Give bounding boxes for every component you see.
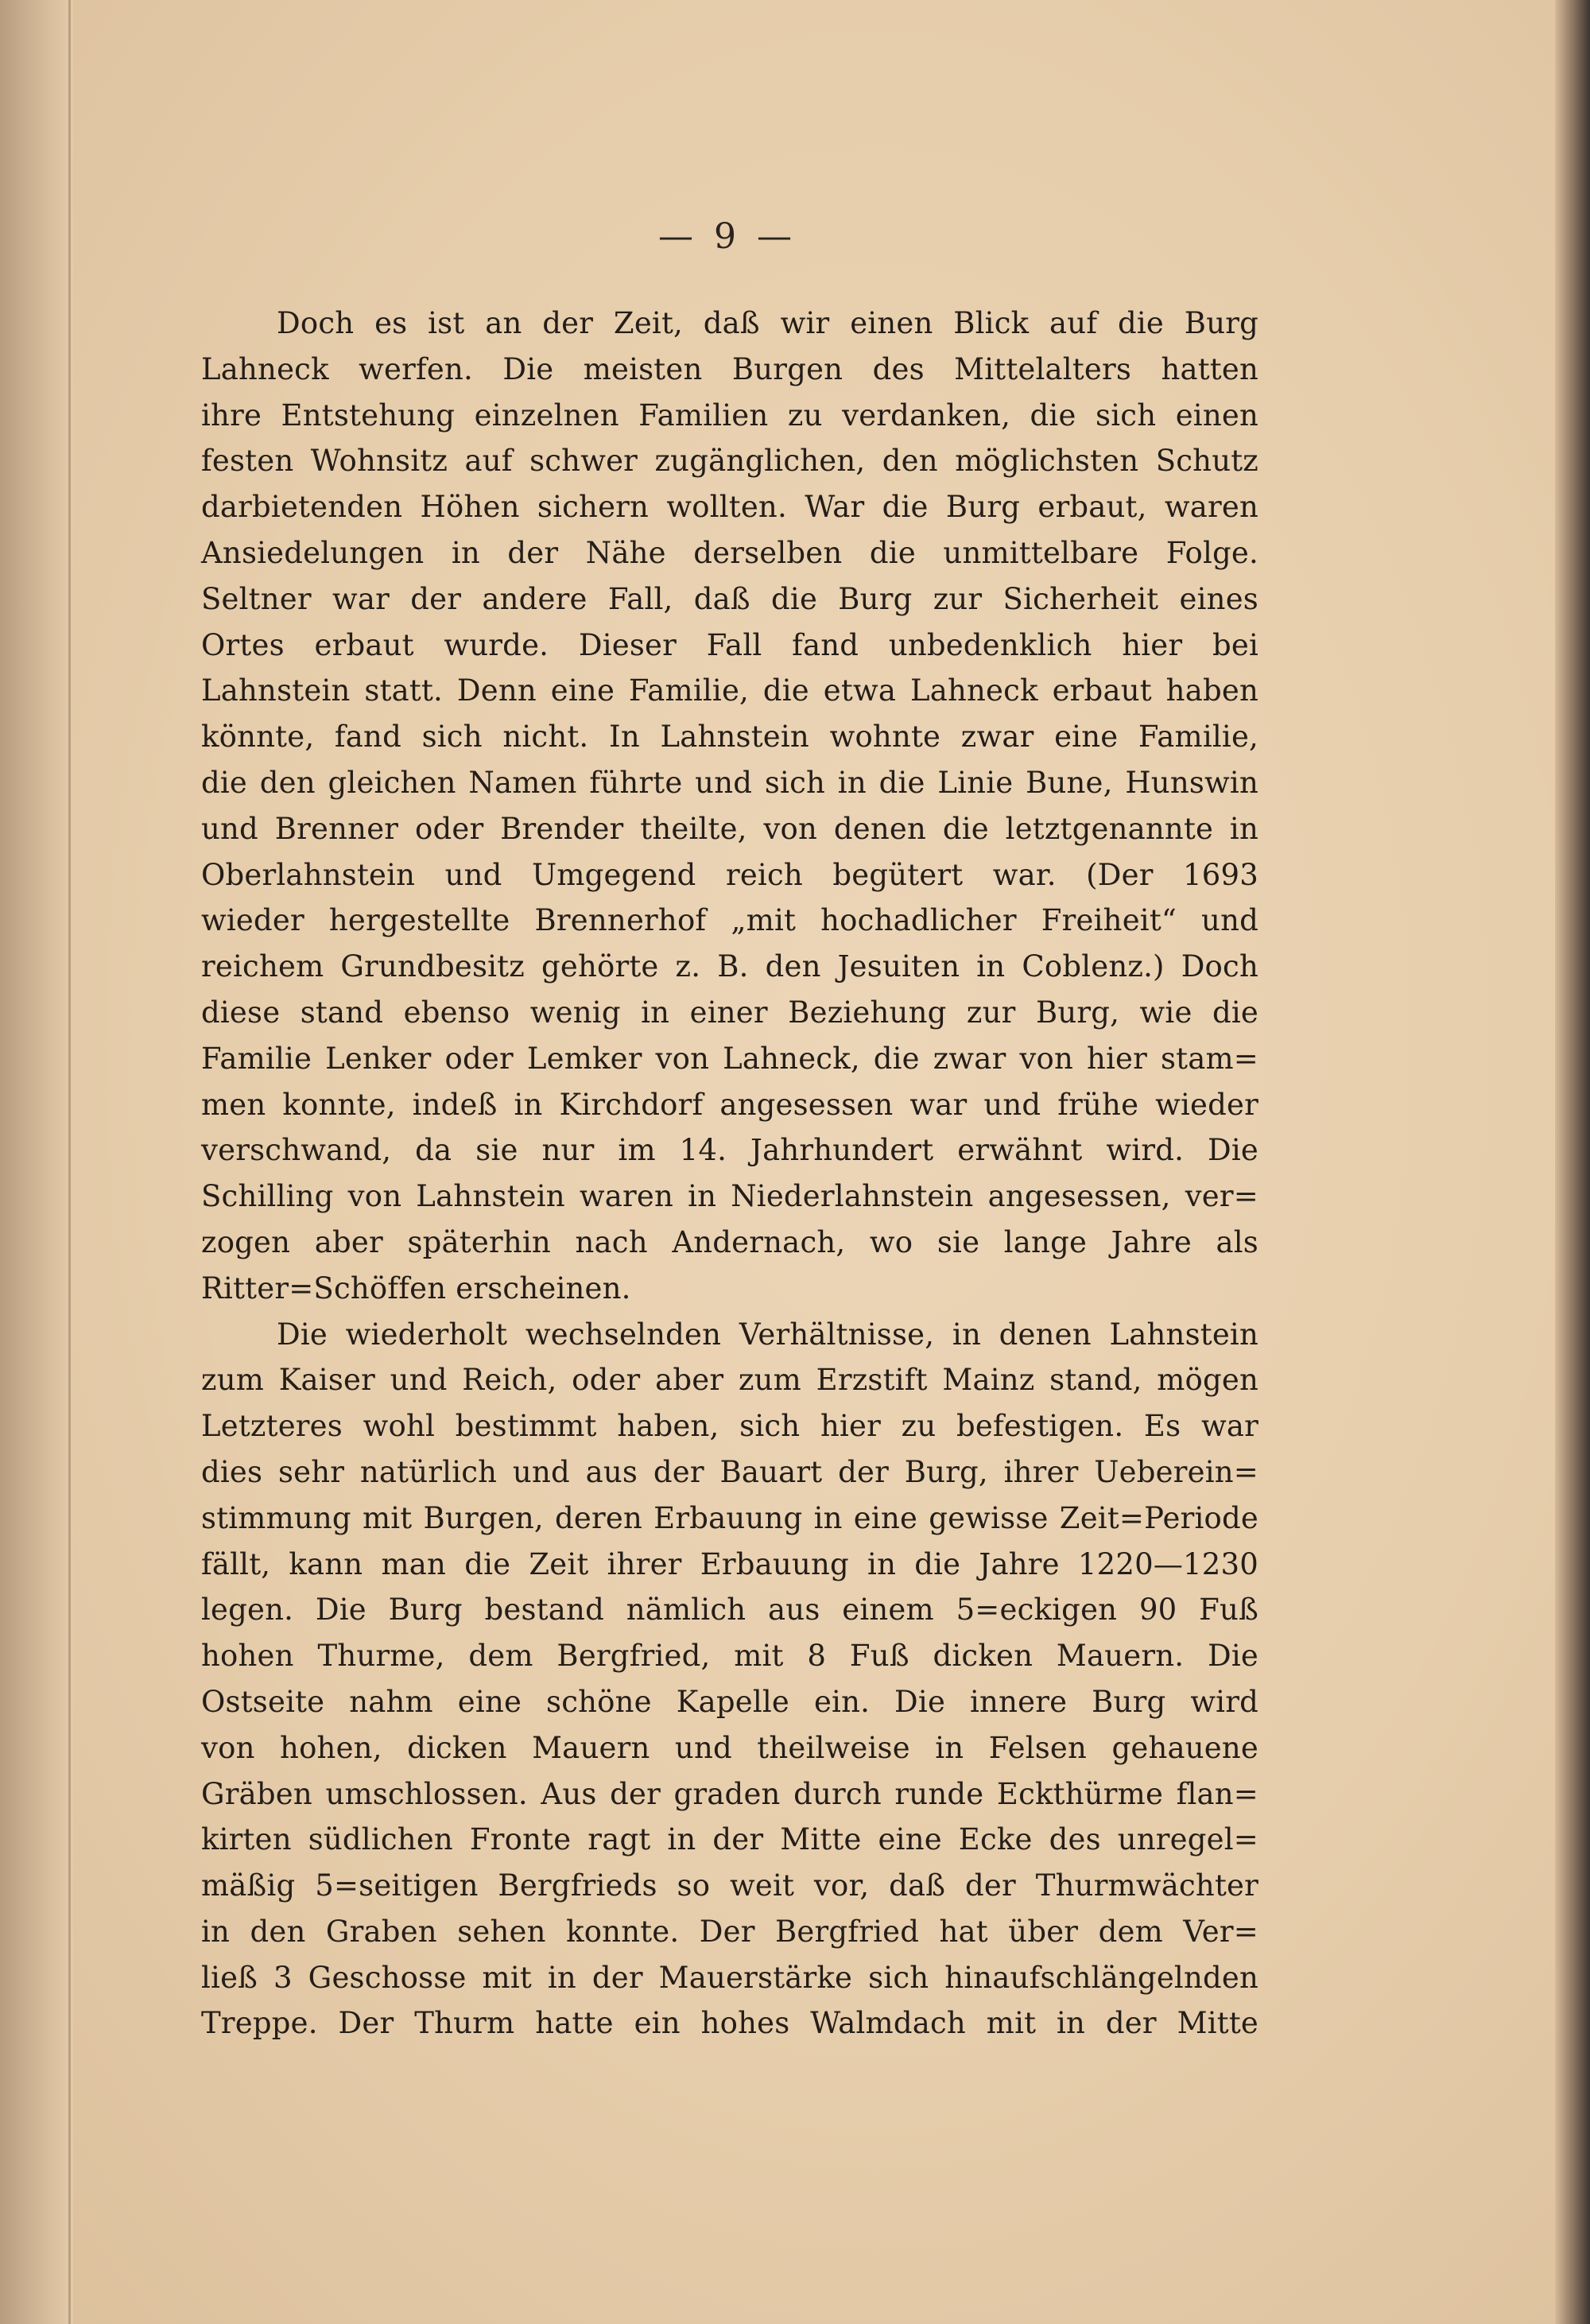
page-binding-edge — [0, 0, 73, 2324]
text-line: könnte, fand sich nicht. In Lahnstein wohnte zwar eine Familie, — [201, 720, 1258, 755]
text-line: stimmung mit Burgen, deren Erbauung in eine gewisse Zeit=Periode — [201, 1500, 1258, 1535]
text-line: men konnte, indeß in Kirchdorf angesessen war und frühe wieder — [201, 1087, 1258, 1122]
text-line: kirten südlichen Fronte ragt in der Mitte eine Ecke des unregel= — [201, 1822, 1258, 1857]
text-line: fällt, kann man die Zeit ihrer Erbauung in die Jahre 1220—1230 — [201, 1546, 1258, 1581]
text-line: Lahneck werfen. Die meisten Burgen des Mittelalters hatten — [201, 351, 1258, 386]
text-line: Ostseite nahm eine schöne Kapelle ein. Die innere Burg wird — [201, 1684, 1258, 1719]
text-line: von hohen, dicken Mauern und theilweise in Felsen gehauene — [201, 1730, 1258, 1765]
text-line: in den Graben sehen konnte. Der Bergfried hat über dem Ver= — [201, 1914, 1258, 1949]
text-line: Familie Lenker oder Lemker von Lahneck, die zwar von hier stam= — [201, 1041, 1258, 1076]
text-line: Gräben umschlossen. Aus der graden durch runde Eckthürme flan= — [201, 1776, 1258, 1811]
page-right-edge — [1555, 0, 1590, 2324]
text-line: ließ 3 Geschosse mit in der Mauerstärke sich hinaufschlängelnden — [201, 1960, 1258, 1995]
text-line: Ansiedelungen in der Nähe derselben die unmittelbare Folge. — [201, 535, 1258, 570]
text-line: ihre Entstehung einzelnen Familien zu verdanken, die sich einen — [201, 398, 1258, 433]
text-line: dies sehr natürlich und aus der Bauart der Burg, ihrer Ueberein= — [201, 1454, 1258, 1489]
text-line: diese stand ebenso wenig in einer Beziehung zur Burg, wie die — [201, 995, 1258, 1030]
text-line: verschwand, da sie nur im 14. Jahrhundert erwähnt wird. Die — [201, 1133, 1258, 1168]
text-line: Die wiederholt wechselnden Verhältnisse, in denen Lahnstein — [277, 1317, 1258, 1352]
text-line: Schilling von Lahnstein waren in Niederlahnstein angesessen, ver= — [201, 1179, 1258, 1214]
text-line: zum Kaiser und Reich, oder aber zum Erzstift Mainz stand, mögen — [201, 1363, 1258, 1398]
text-line: Doch es ist an der Zeit, daß wir einen Blick auf die Burg — [277, 306, 1258, 340]
text-line: reichem Grundbesitz gehörte z. B. den Jesuiten in Coblenz.) Doch — [201, 949, 1258, 984]
text-line: legen. Die Burg bestand nämlich aus einem 5=eckigen 90 Fuß — [201, 1593, 1258, 1628]
text-line: die den gleichen Namen führte und sich in die Linie Bune, Hunswin — [201, 765, 1258, 800]
text-line: festen Wohnsitz auf schwer zugänglichen, den möglichsten Schutz — [201, 444, 1258, 479]
text-line: wieder hergestellte Brennerhof „mit hochadlicher Freiheit“ und — [201, 903, 1258, 938]
text-line: Seltner war der andere Fall, daß die Burg zur Sicherheit eines — [201, 581, 1258, 616]
text-line: Lahnstein statt. Denn eine Familie, die etwa Lahneck erbaut haben — [201, 673, 1258, 708]
text-line: Ritter=Schöffen erscheinen. — [201, 1271, 631, 1306]
text-line: Oberlahnstein und Umgegend reich begütert war. (Der 1693 — [201, 857, 1258, 892]
text-line: darbietenden Höhen sichern wollten. War die Burg erbaut, waren — [201, 490, 1258, 525]
body-text — [201, 301, 1258, 2047]
page-number: — 9 — — [658, 216, 797, 257]
text-line: zogen aber späterhin nach Andernach, wo sie lange Jahre als — [201, 1224, 1258, 1259]
text-line: Letzteres wohl bestimmt haben, sich hier zu befestigen. Es war — [201, 1409, 1258, 1444]
text-line: und Brenner oder Brender theilte, von denen die letztgenannte in — [201, 811, 1258, 846]
text-line: Treppe. Der Thurm hatte ein hohes Walmdach mit in der Mitte — [201, 2006, 1258, 2041]
text-line: mäßig 5=seitigen Bergfrieds so weit vor, daß der Thurmwächter — [201, 1868, 1258, 1903]
binding-fold-line — [68, 0, 71, 2324]
text-line: Ortes erbaut wurde. Dieser Fall fand unbedenklich hier bei — [201, 627, 1258, 662]
text-line: hohen Thurme, dem Bergfried, mit 8 Fuß dicken Mauern. Die — [201, 1639, 1258, 1674]
